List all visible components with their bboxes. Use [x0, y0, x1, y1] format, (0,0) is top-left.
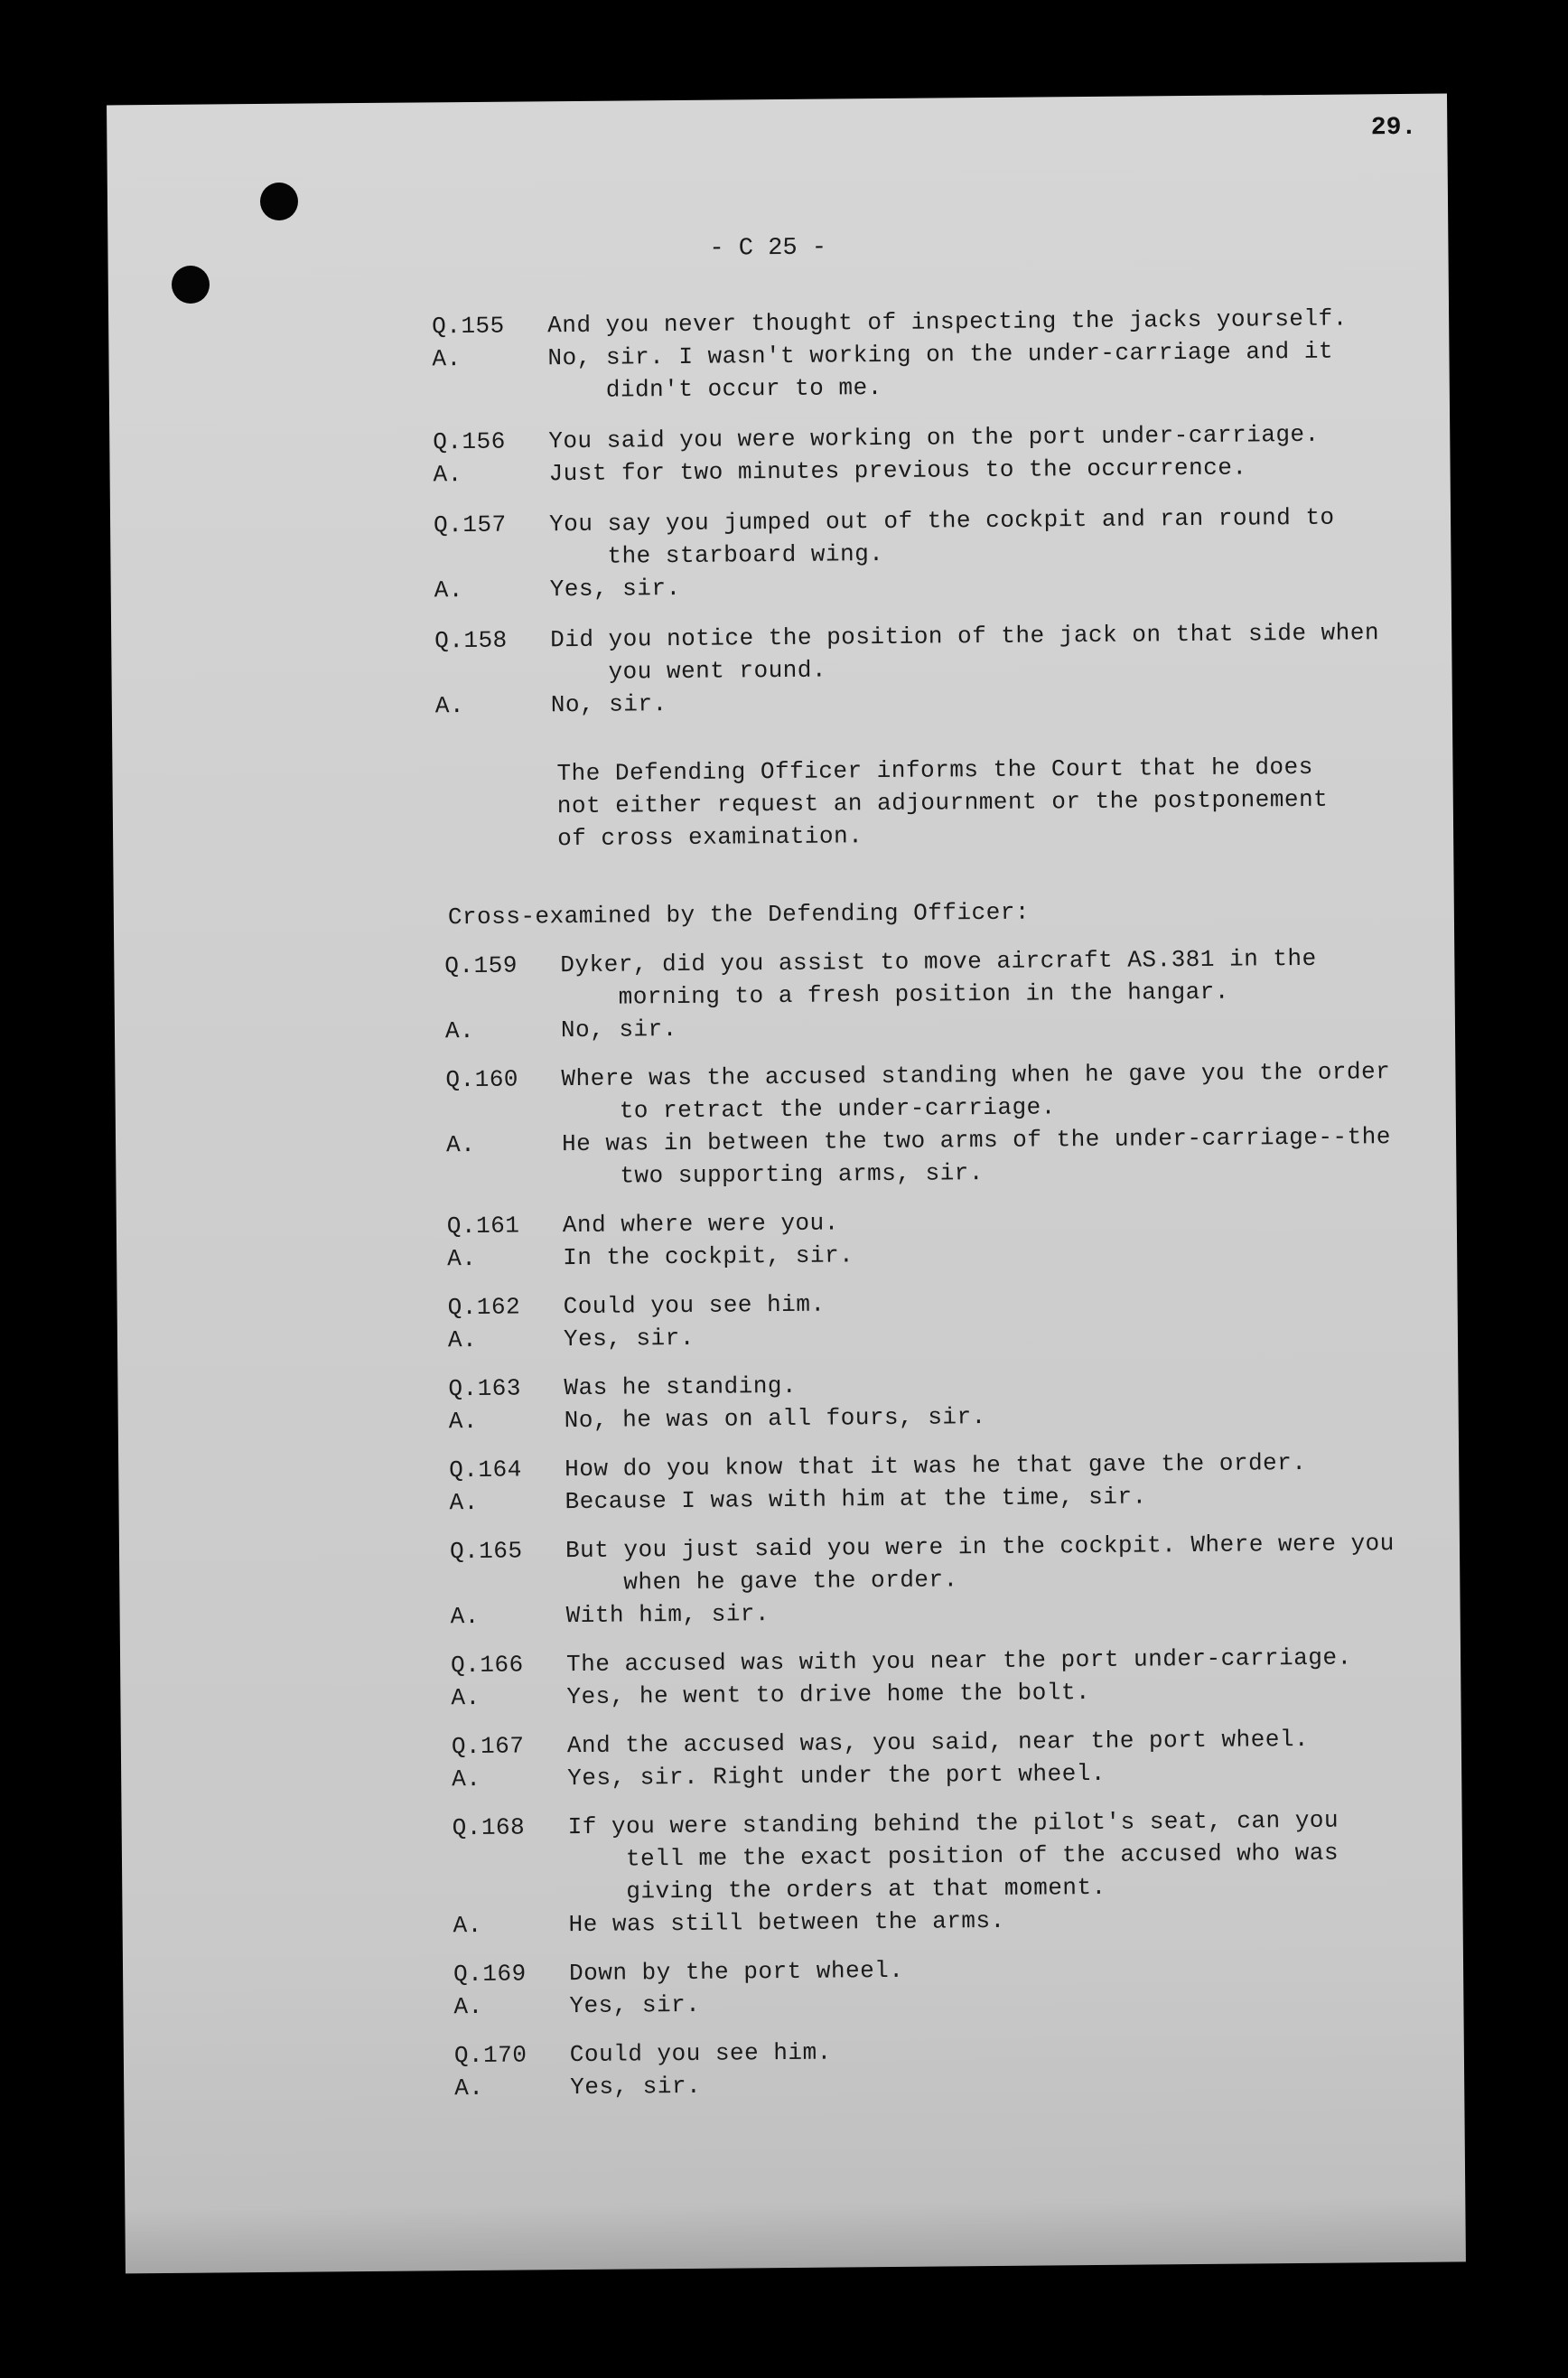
answer-text: Because I was with him at the time, sir.	[565, 1483, 1147, 1516]
question-text: And where were you.	[562, 1209, 839, 1240]
question-text: Down by the port wheel.	[568, 1956, 904, 1988]
label-spacer	[453, 1876, 568, 1877]
answer-label: A.	[434, 576, 464, 604]
question-text: you went round.	[608, 656, 827, 686]
defending-officer-note	[556, 750, 1370, 855]
question-number: Q.155	[432, 312, 505, 341]
answer-text: With him, sir.	[565, 1600, 770, 1630]
answer-label: A.	[451, 1683, 481, 1712]
question-text: to retract the under-carriage.	[619, 1093, 1056, 1125]
punch-hole	[260, 183, 298, 220]
answer-text: two supporting arms, sir.	[620, 1159, 985, 1190]
question-text: You said you were working on the port under-carriage.	[548, 420, 1320, 455]
cross-examination-heading: Cross-examined by the Defending Officer:	[447, 898, 1031, 932]
answer-text: He was still between the arms.	[568, 1906, 1005, 1939]
qa-entry	[451, 1640, 1463, 1714]
answer-text: He was in between the two arms of the under-carriage--the	[561, 1123, 1392, 1158]
answer-label: A.	[444, 1016, 475, 1045]
qa-entry	[450, 1526, 1462, 1633]
question-text: How do you know that it was he that gave the order.	[565, 1448, 1307, 1484]
question-text: But you just said you were in the cockpit. Where were you	[565, 1530, 1395, 1565]
question-text: And you never thought of inspecting the jacks yourself.	[547, 304, 1348, 340]
question-number: Q.169	[453, 1960, 527, 1989]
answer-text: Yes, sir.	[570, 2072, 702, 2102]
question-text: Was he standing.	[564, 1372, 798, 1402]
question-text: giving the orders at that moment.	[626, 1873, 1106, 1905]
question-number: Q.165	[449, 1537, 523, 1566]
page-number: 29.	[1370, 113, 1417, 143]
question-number: Q.157	[433, 510, 507, 539]
question-number: Q.160	[445, 1065, 519, 1094]
question-number: Q.158	[434, 626, 508, 655]
answer-label: A.	[447, 1325, 478, 1354]
answer-label: A.	[447, 1244, 477, 1273]
qa-entry	[444, 941, 1457, 1047]
qa-entry	[452, 1721, 1464, 1795]
qa-entry	[432, 302, 1444, 408]
qa-entry	[433, 417, 1445, 492]
question-text: morning to a fresh position in the hangar.	[618, 978, 1230, 1011]
qa-entry	[454, 2030, 1467, 2104]
answer-label: A.	[433, 461, 462, 489]
question-number: Q.159	[444, 951, 518, 980]
question-text: You say you jumped out of the cockpit and ran round to	[548, 503, 1335, 538]
question-number: Q.164	[449, 1456, 522, 1484]
answer-text: No, sir.	[560, 1016, 677, 1044]
question-text: Where was the accused standing when he gave you the order	[561, 1058, 1391, 1093]
answer-label: A.	[448, 1407, 479, 1436]
question-number: Q.161	[446, 1212, 520, 1240]
answer-label: A.	[445, 1130, 476, 1159]
qa-entry	[434, 501, 1446, 607]
question-number: Q.163	[448, 1374, 522, 1403]
answer-text: Yes, sir. Right under the port wheel.	[567, 1759, 1106, 1793]
qa-section-2	[444, 941, 1466, 2121]
answer-label: A.	[453, 1992, 483, 2021]
question-text: tell me the exact position of the accused who was	[625, 1839, 1339, 1873]
question-text: the starboard wing.	[607, 539, 884, 570]
answer-text: In the cockpit, sir.	[563, 1241, 854, 1272]
qa-entry	[453, 1949, 1466, 2023]
qa-section-1	[432, 302, 1447, 741]
answer-text: Yes, sir.	[549, 574, 681, 604]
answer-text: Yes, sir.	[569, 1990, 701, 2020]
question-text: Dyker, did you assist to move aircraft AS.381 in the	[560, 944, 1317, 979]
qa-entry	[447, 1282, 1460, 1356]
answer-label: A.	[449, 1488, 479, 1517]
answer-text: No, he was on all fours, sir.	[564, 1403, 986, 1435]
question-number: Q.167	[451, 1732, 525, 1761]
qa-entry	[448, 1363, 1461, 1437]
punch-hole	[172, 266, 210, 304]
note-line: The Defending Officer informs the Court that he does	[556, 753, 1313, 788]
question-number: Q.166	[450, 1651, 524, 1680]
answer-text: Just for two minutes previous to the occurrence.	[548, 454, 1247, 488]
question-text: Could you see him.	[563, 1290, 826, 1321]
answer-text: Yes, sir.	[563, 1324, 695, 1353]
answer-label: A.	[454, 2074, 484, 2102]
question-text: If you were standing behind the pilot's seat, can you	[567, 1806, 1339, 1841]
qa-entry	[447, 1201, 1460, 1275]
document-page	[107, 94, 1466, 2274]
qa-entry	[449, 1445, 1461, 1519]
answer-label: A.	[432, 345, 462, 373]
question-text: when he gave the order.	[623, 1566, 958, 1596]
answer-label: A.	[450, 1602, 480, 1631]
question-number: Q.170	[453, 2041, 527, 2070]
question-text: The accused was with you near the port under-carriage.	[565, 1643, 1352, 1679]
page-heading: - C 25 -	[709, 234, 827, 263]
answer-text: No, sir. I wasn't working on the under-carriage and it	[547, 337, 1334, 372]
question-text: Did you notice the position of the jack on that side when	[550, 619, 1380, 654]
question-text: And the accused was, you said, near the port wheel.	[566, 1725, 1310, 1760]
qa-entry	[445, 1054, 1458, 1194]
qa-entry	[453, 1802, 1465, 1942]
answer-text: didn't occur to me.	[605, 373, 882, 404]
answer-text: No, sir.	[550, 690, 667, 719]
qa-entry	[434, 616, 1447, 723]
answer-label: A.	[453, 1911, 482, 1940]
question-text: Could you see him.	[569, 2038, 832, 2069]
question-number: Q.168	[452, 1813, 526, 1842]
answer-label: A.	[452, 1765, 481, 1793]
note-line: not either request an adjournment or the postponement	[556, 785, 1329, 820]
answer-label: A.	[434, 692, 465, 720]
note-line: of cross examination.	[556, 822, 863, 853]
question-number: Q.162	[447, 1293, 521, 1322]
answer-text: Yes, he went to drive home the bolt.	[566, 1679, 1091, 1711]
question-number: Q.156	[433, 427, 506, 456]
